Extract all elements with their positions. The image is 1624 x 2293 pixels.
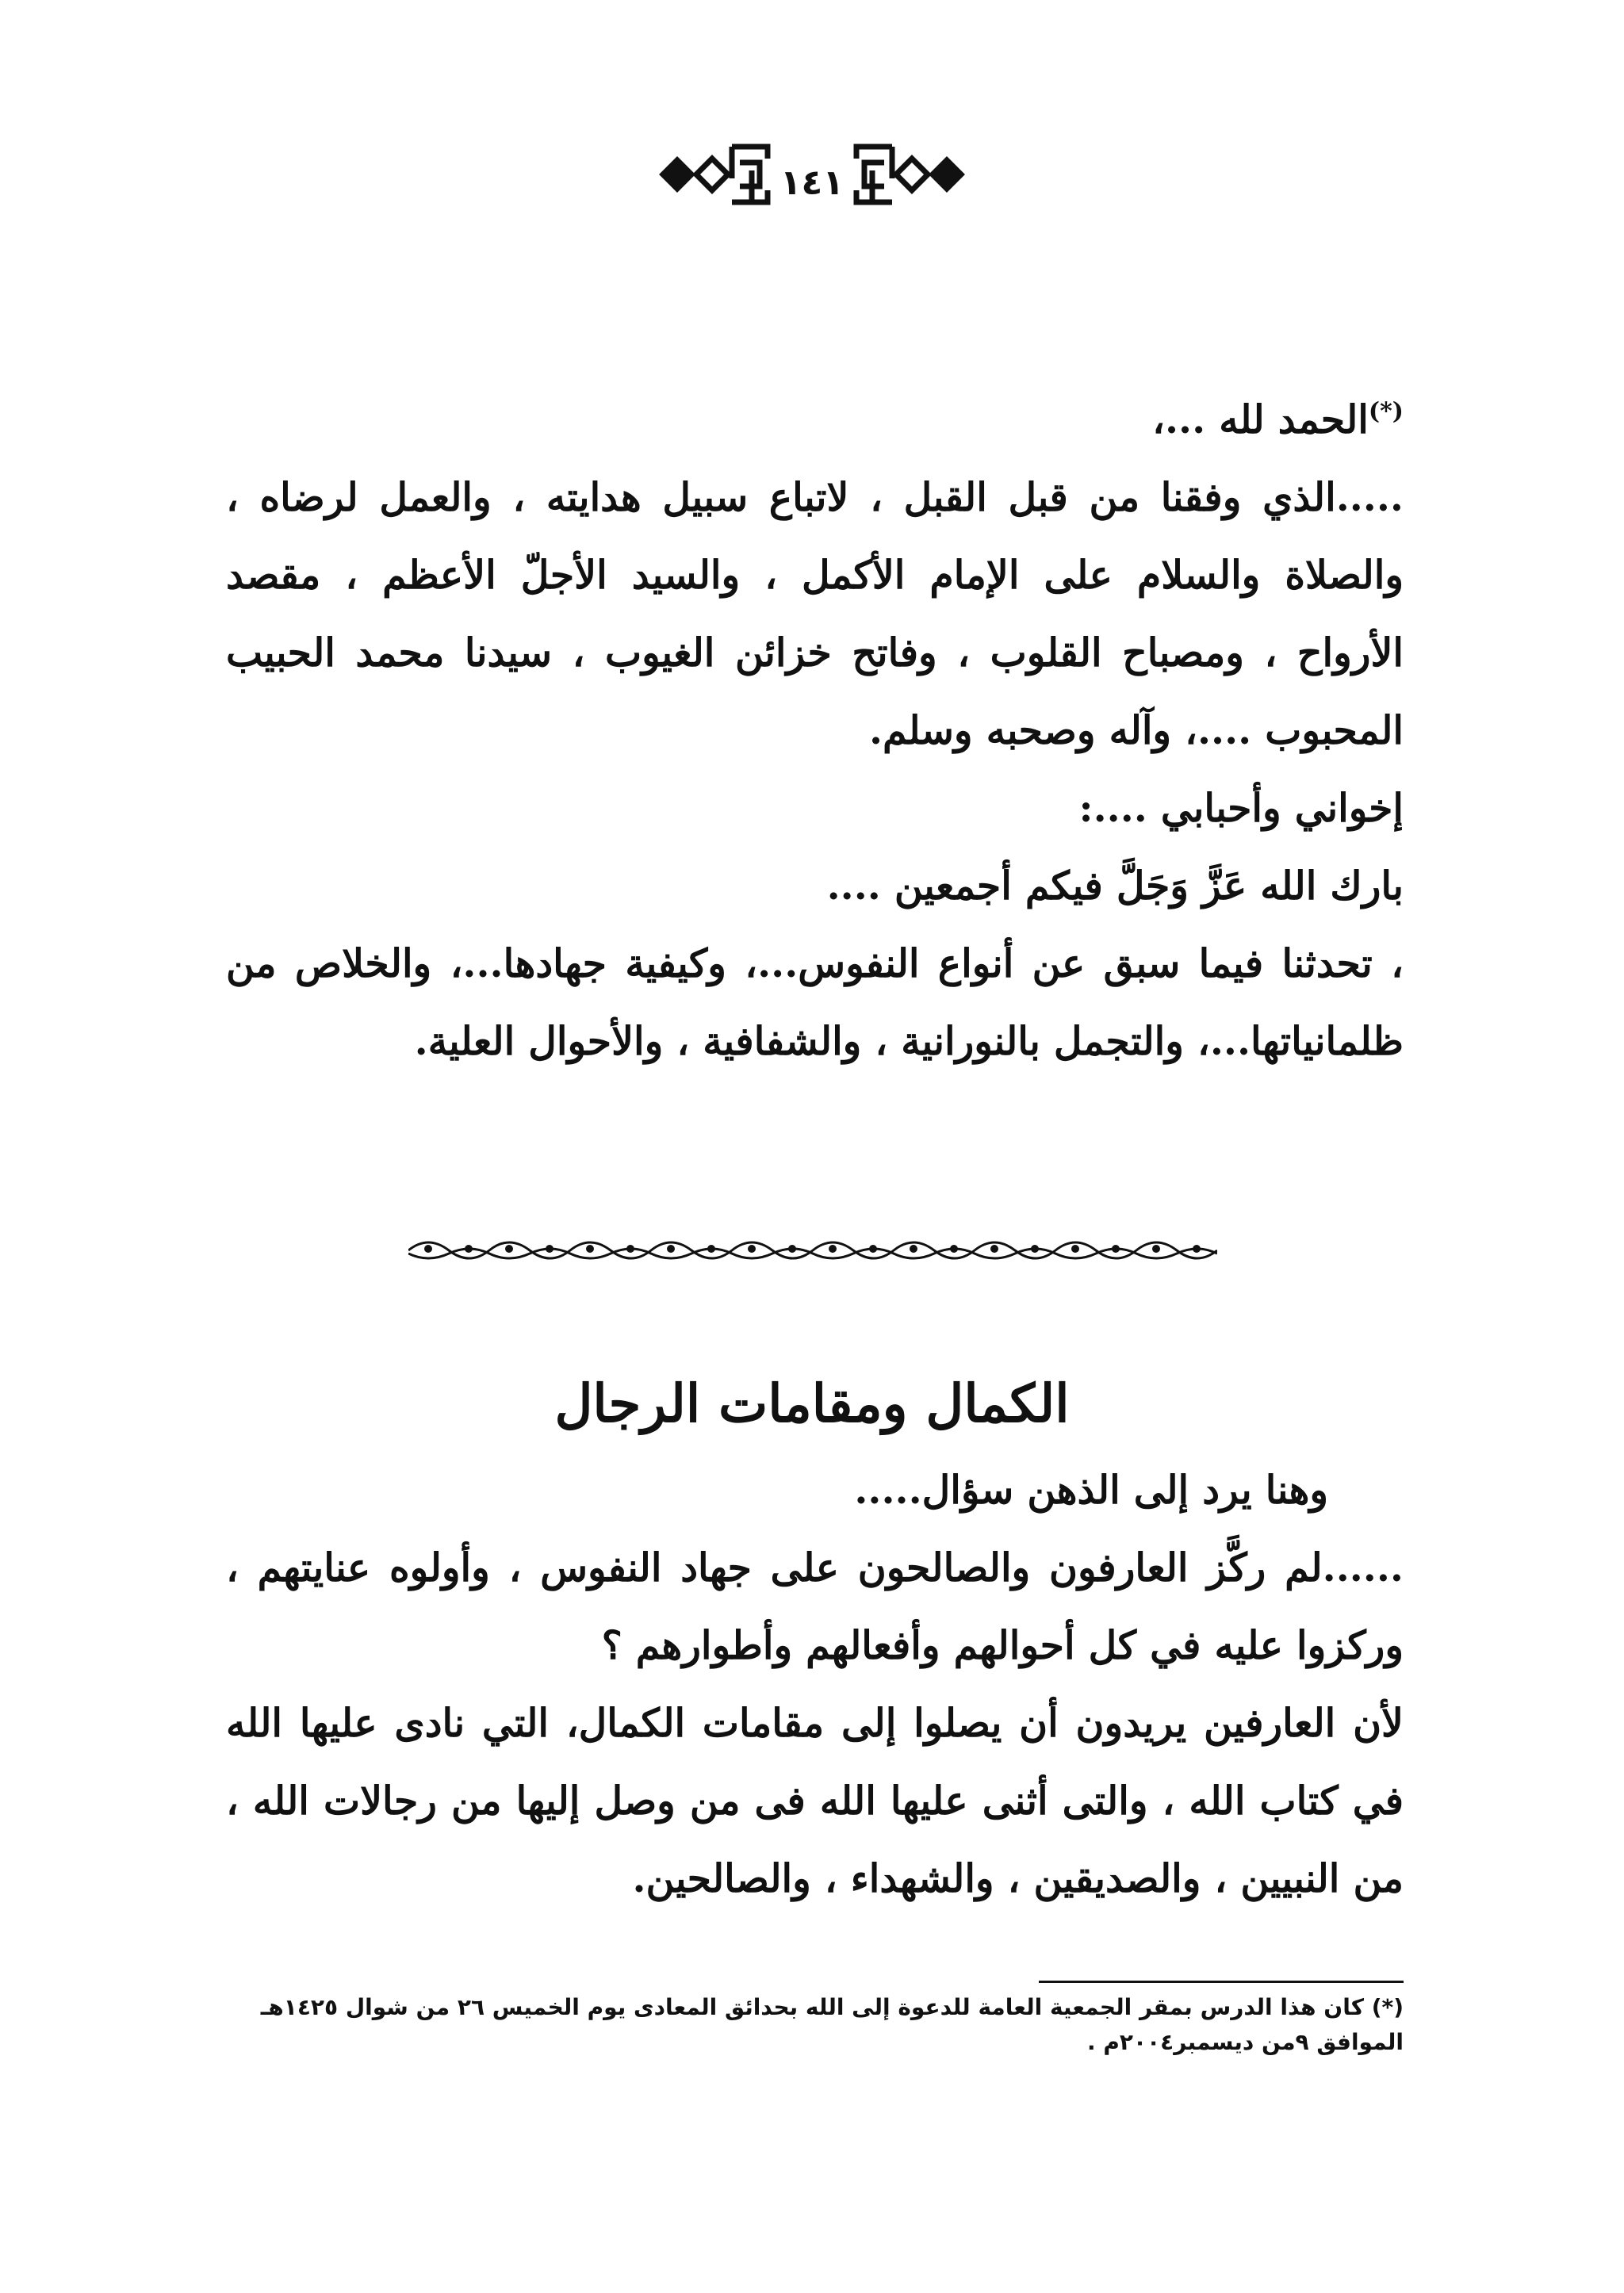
arabesque-ornament-icon	[657, 131, 776, 218]
opening-section	[226, 381, 1404, 1080]
footnote-divider	[1039, 1981, 1404, 1983]
footnote	[226, 1990, 1404, 2060]
blessing-line: بارك الله عَزَّ وَجَلَّ فيكم أجمعين ....	[826, 863, 1404, 909]
footnote-line-1-text: كان هذا الدرس بمقر الجمعية العامة للدعوة إلى الله بحدائق المعادى يوم الخميس ٢٦ من شوال ١٤٢٥هـ	[260, 1994, 1364, 2020]
footnote-ref-marker: (*)	[1371, 1994, 1404, 2020]
footnote-line-2: الموافق ٩من ديسمبر٢٠٠٤م .	[1087, 2029, 1404, 2055]
greeting-line: إخواني وأحبابي ....:	[1078, 785, 1404, 831]
floral-divider-icon	[408, 1233, 1217, 1265]
arabesque-ornament-icon	[848, 131, 967, 218]
opening-paragraph: .....الذي وفقنا من قبل القبل ، لاتباع سبيل هدايته ، والعمل لرضاه ، والصلاة والسلام على الإمام الأكمل ، والسيد الأجلّ الأعظم ، مقصد الأرواح ، ومصباح القلوب ، وفاتح خزائن الغيوب ، سيدنا محمد الحبيب المحبوب ....، وآله وصحبه وسلم.	[226, 474, 1404, 753]
question-intro: وهنا يرد إلى الذهن سؤال.....	[854, 1467, 1328, 1513]
question-paragraph: ......لم ركَّز العارفون والصالحون على جهاد النفوس ، وأولوه عنايتهم ، وركزوا عليه في كل أحوالهم وأفعالهم وأطوارهم ؟	[226, 1545, 1404, 1668]
section-title: الكمال ومقامات الرجال	[554, 1372, 1070, 1434]
section-body	[226, 1451, 1404, 1917]
hamd-line	[226, 381, 1404, 458]
hamd-text: الحمد لله ...،	[1152, 396, 1369, 442]
page-number: ١٤١	[779, 163, 845, 203]
footnote-line-1	[226, 1990, 1404, 2025]
page-header	[0, 119, 1624, 230]
answer-paragraph: لأن العارفين يريدون أن يصلوا إلى مقامات الكمال، التي نادى عليها الله في كتاب الله ، والتى أثنى عليها الله فى من وصل إليها من رجالات الله ، من النبيين ، والصديقين ، والشهداء ، والصالحين.	[226, 1700, 1404, 1901]
footnote-marker: (*)	[1368, 397, 1404, 426]
header-ornament	[657, 131, 968, 218]
recap-paragraph: ، تحدثنا فيما سبق عن أنواع النفوس...، وكيفية جهادها...، والخلاص من ظلمانياتها...، والتجمل بالنورانية ، والشفافية ، والأحوال العلية.	[226, 940, 1404, 1064]
